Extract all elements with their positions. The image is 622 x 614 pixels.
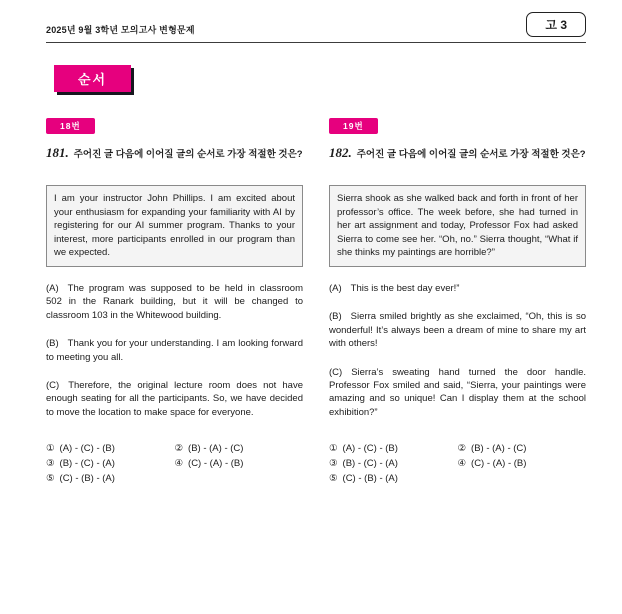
choice-number: ⑤ <box>46 473 55 485</box>
choice-text: (B) - (C) - (A) <box>342 458 398 470</box>
choice-5 <box>46 473 175 484</box>
passage-box: I am your instructor John Phillips. I am excited about your enthusiasm for expanding your familiarity with AI by registering for our AI summer program. Thanks to your interest, more participants enrolled in our program than we expected. <box>46 185 303 266</box>
grade-badge: 고 3 <box>526 12 586 37</box>
choice-4 <box>458 458 587 469</box>
choice-number: ① <box>46 443 55 455</box>
choice-1 <box>329 443 458 454</box>
paragraph-label: (A) <box>46 282 59 294</box>
choice-text: (C) - (A) - (B) <box>188 458 244 470</box>
header-title: 2025년 9월 3학년 모의고사 변형문제 <box>46 25 195 35</box>
choice-number: ④ <box>457 458 467 470</box>
question-prompt: 주어진 글 다음에 이어질 글의 순서로 가장 적절한 것은? <box>73 149 303 160</box>
paragraph-label: (A) <box>329 282 342 294</box>
paragraph-text: Thank you for your understanding. I am looking forward to meeting you all. <box>46 338 303 363</box>
question-block-181 <box>46 116 303 484</box>
paragraph-text: Sierra smiled brightly as she exclaimed, “Oh, this is so wonderful! It’s always been a dream of mine to share my art with others! <box>329 311 586 350</box>
choice-number: ③ <box>46 458 55 470</box>
paragraph-text: Sierra’s sweating hand turned the door handle. Professor Fox smiled and said, “Sierra, your paintings were amazing and so unique! Can I display them at the school exhibition?” <box>329 366 586 418</box>
question-prompt-line <box>329 143 586 163</box>
choice-text: (B) - (A) - (C) <box>188 443 244 455</box>
page-header <box>46 12 586 43</box>
choice-text: (B) - (C) - (A) <box>59 458 115 470</box>
choice-number: ② <box>457 443 467 455</box>
paragraph-a <box>46 282 303 322</box>
paragraph-b <box>46 337 303 364</box>
question-columns <box>46 116 586 484</box>
choice-text: (A) - (C) - (B) <box>59 443 115 455</box>
choice-text: (C) - (A) - (B) <box>471 458 527 470</box>
question-number: 182. <box>329 145 352 160</box>
question-badge: 19번 <box>329 118 378 134</box>
paragraph-c <box>46 379 303 419</box>
paragraph-c <box>329 366 586 420</box>
choice-2 <box>458 443 587 454</box>
paragraph-label: (B) <box>329 311 342 323</box>
paragraph-label: (C) <box>46 379 60 391</box>
paragraph-b <box>329 310 586 350</box>
question-badge: 18번 <box>46 118 95 134</box>
paragraph-label: (B) <box>46 338 59 350</box>
choice-3 <box>329 458 458 469</box>
choice-1 <box>46 443 175 454</box>
question-prompt-line <box>46 143 303 163</box>
choice-text: (B) - (A) - (C) <box>471 443 527 455</box>
choice-2 <box>175 443 304 454</box>
answer-choices <box>46 443 303 484</box>
choice-3 <box>46 458 175 469</box>
answer-choices <box>329 443 586 484</box>
choice-number: ① <box>329 443 338 455</box>
choice-number: ③ <box>329 458 338 470</box>
paragraph-text: The program was supposed to be held in classroom 502 in the Ranark building, but it will be changed to classroom 103 in the Whitewood building. <box>46 282 303 321</box>
choice-text: (A) - (C) - (B) <box>342 443 398 455</box>
choice-number: ⑤ <box>329 473 338 485</box>
paragraph-text: This is the best day ever!” <box>350 282 460 294</box>
choice-text: (C) - (B) - (A) <box>59 473 115 485</box>
question-block-182 <box>329 116 586 484</box>
choice-4 <box>175 458 304 469</box>
question-number: 181. <box>46 145 69 160</box>
paragraph-a <box>329 282 586 295</box>
choice-text: (C) - (B) - (A) <box>342 473 398 485</box>
paragraph-label: (C) <box>329 366 343 378</box>
question-prompt: 주어진 글 다음에 이어질 글의 순서로 가장 적절한 것은? <box>356 149 586 160</box>
choice-number: ② <box>174 443 184 455</box>
section-label: 순서 <box>54 65 131 92</box>
choice-5 <box>329 473 458 484</box>
paragraph-text: Therefore, the original lecture room does not have enough seating for all the participants. So, we have decided to move the location to make space for everyone. <box>46 379 303 418</box>
passage-box: Sierra shook as she walked back and forth in front of her professor’s office. The week before, she had turned in her art assignment and today, Professor Fox had asked Sierra to come see her. “Oh, no.” Sierra thought, “What if she thinks my paintings are horrible?” <box>329 185 586 266</box>
choice-number: ④ <box>174 458 184 470</box>
